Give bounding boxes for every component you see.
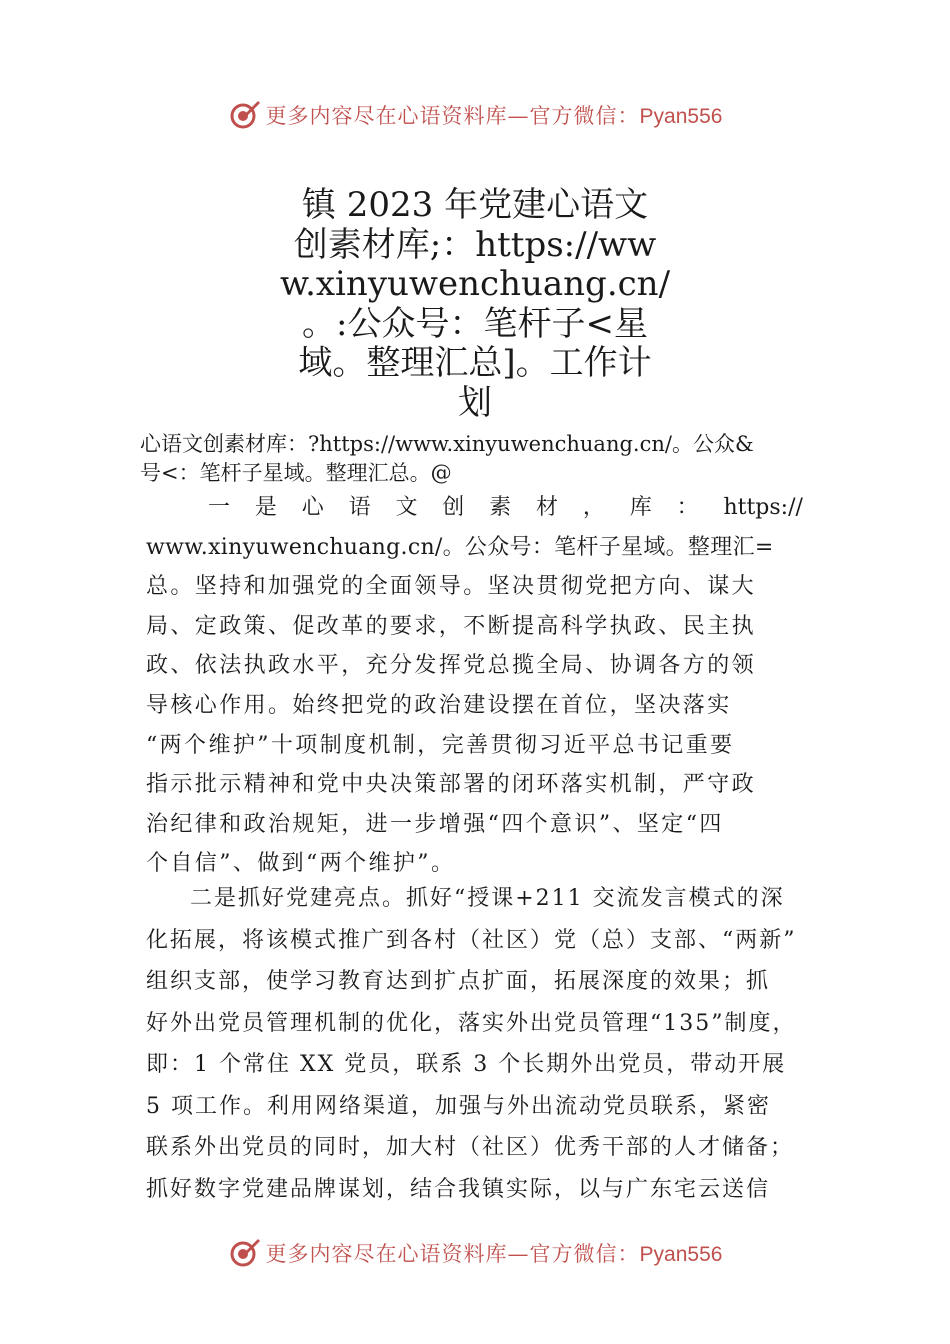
title-line: 域。整理汇总]。工作计	[298, 343, 652, 383]
body-line: 政、依法执政水平，充分发挥党总揽全局、协调各方的领	[146, 653, 757, 679]
paragraph-1	[146, 488, 811, 884]
intro-text	[140, 430, 840, 488]
title-line: 划	[458, 382, 492, 423]
body-line: 化拓展，将该模式推广到各村（社区）党（总）支部、“两新”	[146, 927, 797, 953]
body-line: 导核心作用。始终把党的政治建设摆在首位，坚决落实	[146, 692, 732, 718]
body-line: 个自信”、做到“两个维护”。	[146, 851, 456, 877]
pen-logo-icon	[228, 1236, 262, 1270]
footer-banner	[0, 1233, 950, 1273]
body-line: “两个维护”十项制度机制，完善贯彻习近平总书记重要	[146, 732, 735, 758]
body-line: 5 项工作。利用网络渠道，加强与外出流动党员联系，紧密	[146, 1093, 771, 1119]
title-line: 创素材库;：https://ww	[293, 224, 657, 265]
wechat-id: Pyan556	[639, 105, 723, 128]
intro-line: 号<：笔杆子星域。整理汇总。@	[140, 461, 452, 485]
header-banner	[0, 95, 950, 135]
body-line: 局、定政策、促改革的要求，不断提高科学执政、民主执	[146, 613, 757, 639]
banner-text: 更多内容尽在心语资料库—官方微信：Pyan556	[265, 1242, 723, 1266]
title-line: w.xinyuwenchuang.cn/	[280, 264, 671, 304]
title-line: 镇 2023 年党建心语文	[301, 185, 649, 225]
intro-line: 心语文创素材库：?https://www.xinyuwenchuang.cn/。公众&	[140, 432, 754, 456]
body-line: 指示批示精神和党中央决策部署的闭环落实机制，严守政	[146, 772, 757, 798]
pen-logo-icon	[228, 98, 262, 132]
body-line: 即：1 个常住 XX 党员，联系 3 个长期外出党员，带动开展	[146, 1052, 787, 1077]
body-line: www.xinyuwenchuang.cn/。公众号：笔杆子星域。整理汇=	[146, 534, 774, 560]
spread-line: 一 是 心 语 文 创 素 材 ， 库 ： https://	[208, 495, 803, 520]
body-line: 联系外出党员的同时，加大村（社区）优秀干部的人才储备；	[146, 1135, 795, 1160]
body-line: 二是抓好党建亮点。抓好“授课+211 交流发言模式的深	[190, 886, 785, 911]
body-line: 组织支部，使学习教育达到扩点扩面，拓展深度的效果；抓	[146, 969, 771, 994]
paragraph-2	[146, 878, 811, 1210]
body-line: 好外出党员管理机制的优化，落实外出党员管理“135”制度，	[146, 1010, 797, 1036]
body-line: 总。坚持和加强党的全面领导。坚决贯彻党把方向、谋大	[146, 574, 757, 600]
wechat-id: Pyan556	[639, 1243, 723, 1266]
banner-text: 更多内容尽在心语资料库—官方微信：Pyan556	[265, 104, 723, 128]
body-line: 治纪律和政治规矩，进一步增强“四个意识”、坚定“四	[146, 811, 724, 837]
title-line: 。:公众号：笔杆子<星	[302, 303, 648, 344]
body-line: 抓好数字党建品牌谋划，结合我镇实际，以与广东宅云送信	[146, 1176, 771, 1202]
document-title	[280, 186, 670, 423]
